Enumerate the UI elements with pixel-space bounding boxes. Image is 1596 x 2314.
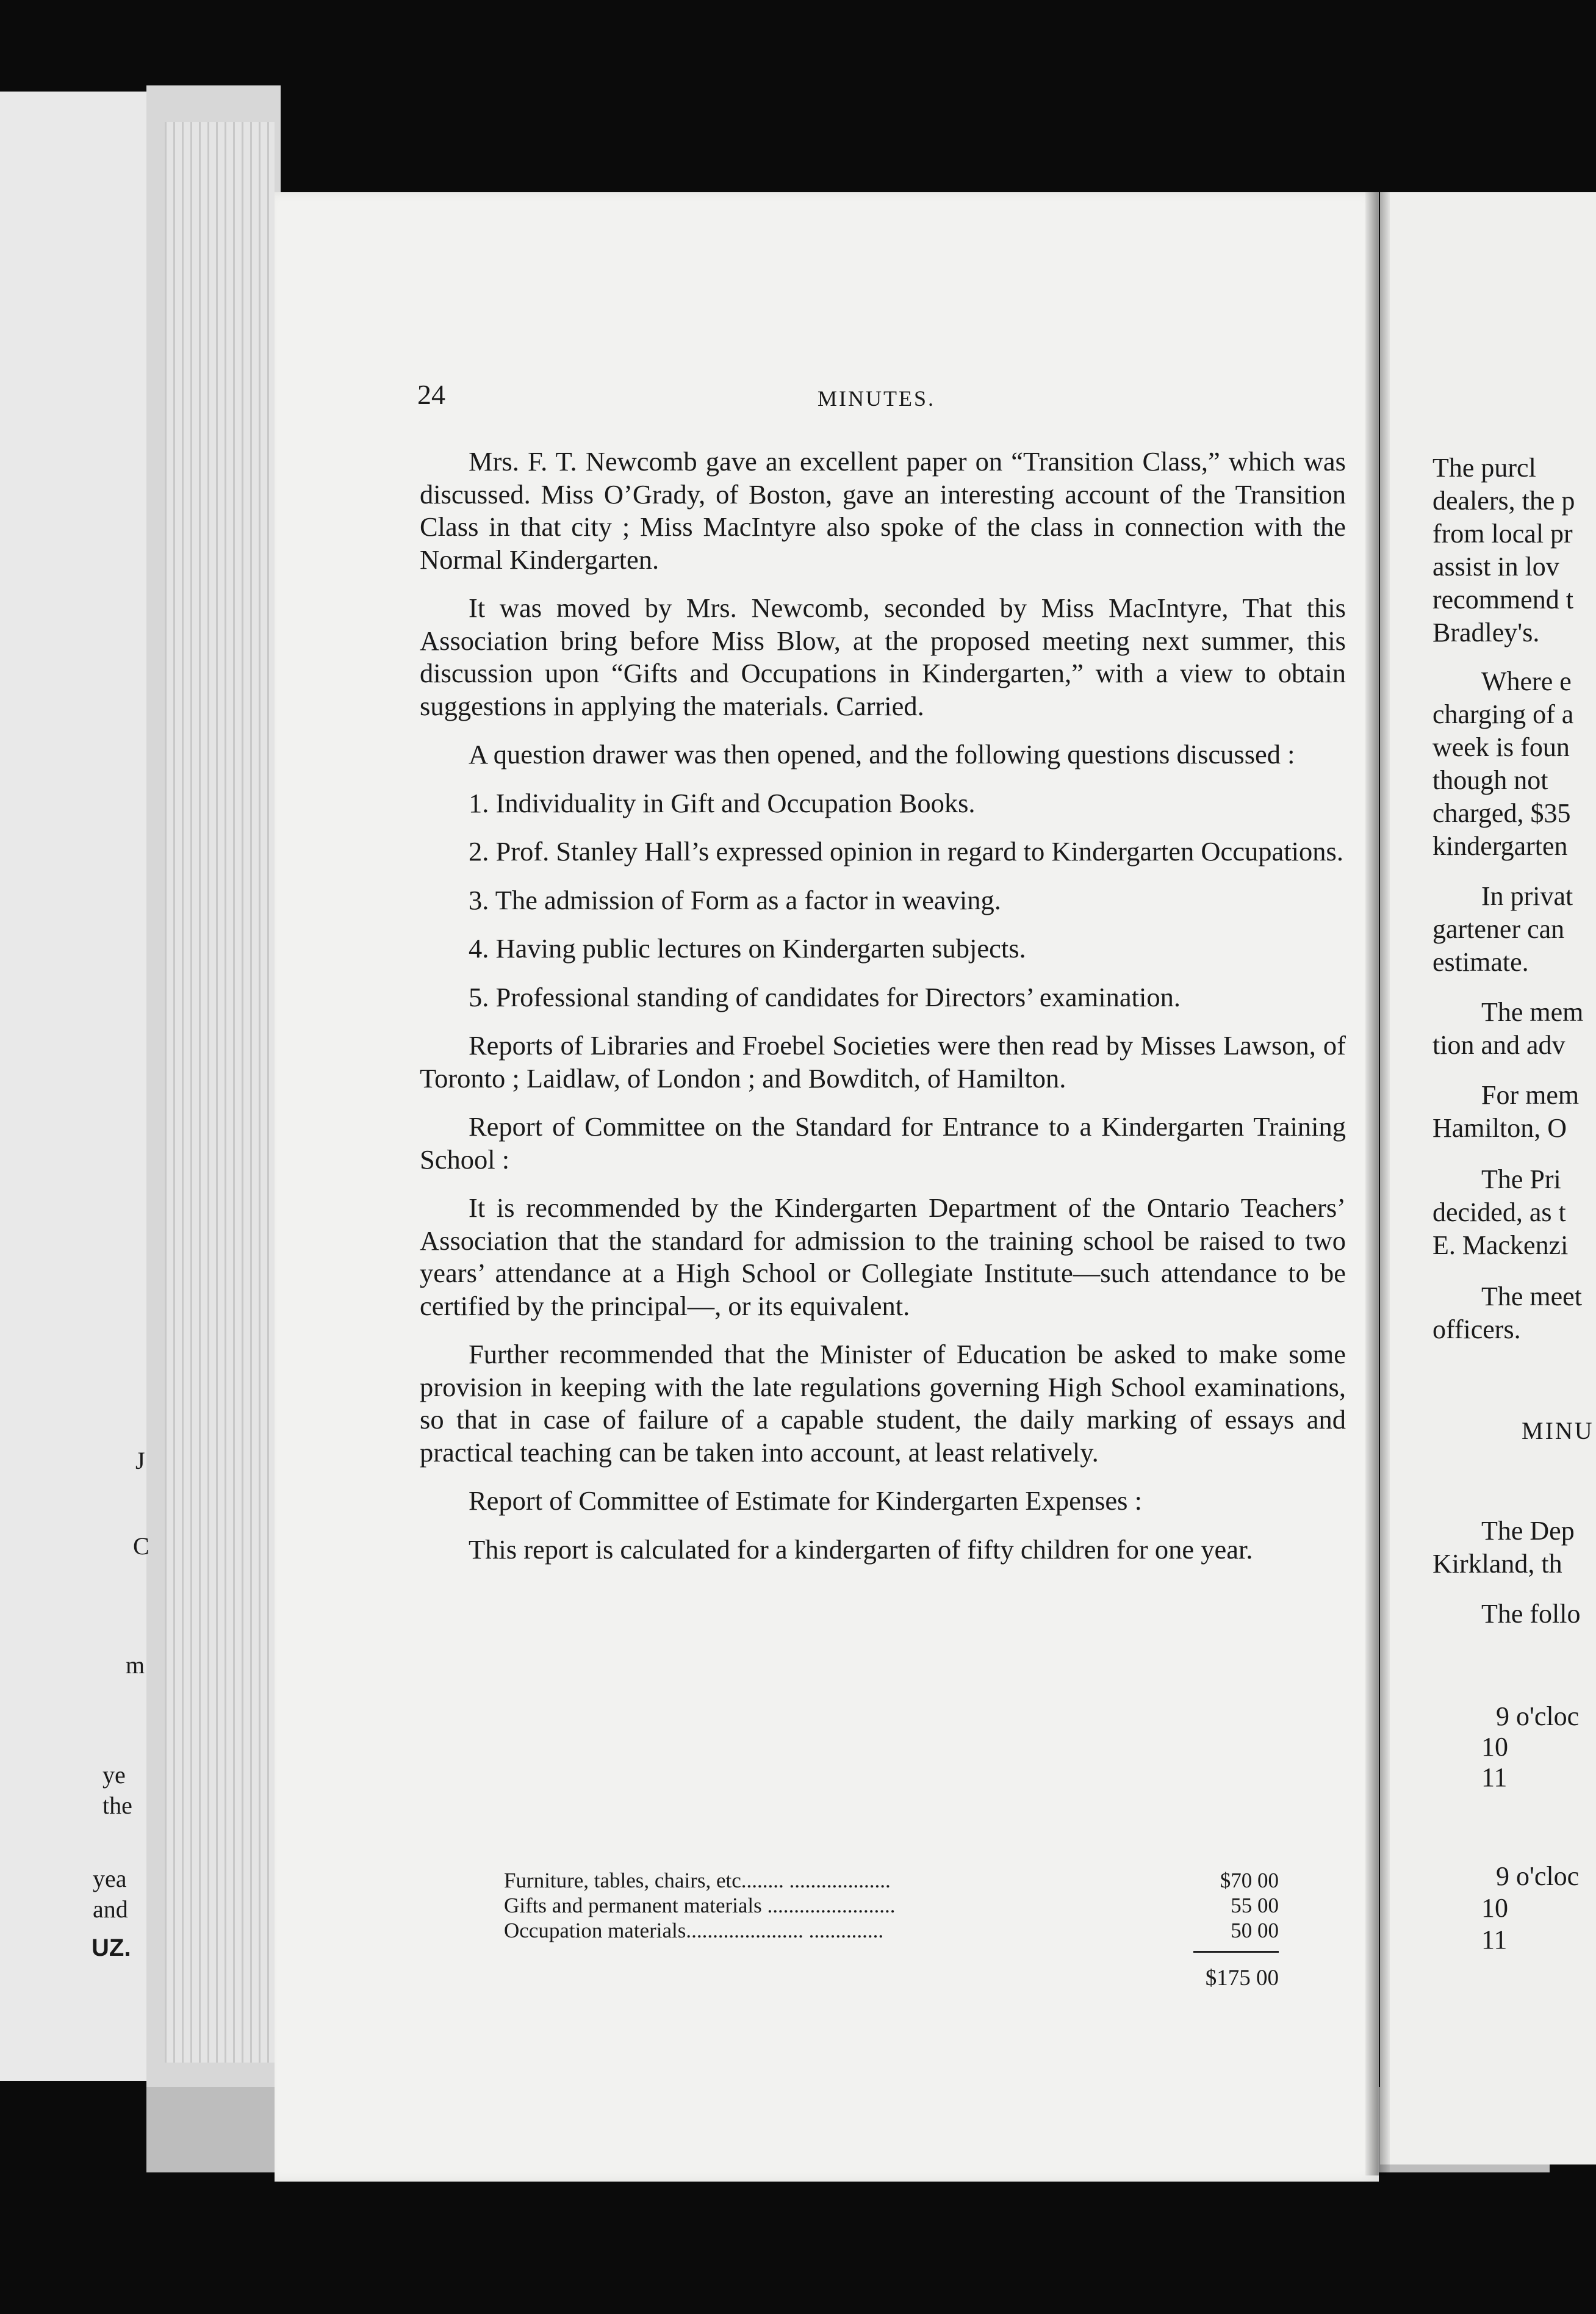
- paragraph: Report of Committee of Estimate for Kindergarten Expenses :: [469, 1485, 1142, 1516]
- left-fragment: m: [126, 1651, 145, 1679]
- left-fragment: the: [102, 1792, 132, 1819]
- page-body: [420, 445, 1346, 1582]
- paragraph: Reports of Libraries and Froebel Societies were then read by Misses Lawson, of Toronto ; Laidlaw, of London ; and Bowditch, of Hamilton.: [420, 1030, 1346, 1094]
- expense-amount: $70 00: [1220, 1869, 1279, 1892]
- paragraph: Mrs. F. T. Newcomb gave an excellent paper on “Transition Class,” which was discussed. Miss O’Grady, of Boston, gave an interesting account of the Transition Class in that city ; Miss MacIntyre also spoke of the class in connection with the Normal Kindergarten.: [420, 446, 1346, 575]
- right-page-line: assist in lov: [1432, 552, 1559, 582]
- right-page-line: For mem: [1481, 1080, 1580, 1110]
- right-page-line: gartener can: [1432, 914, 1565, 944]
- right-page-line: decided, as t: [1432, 1197, 1566, 1227]
- right-page-line: 9 o'cloc: [1496, 1701, 1580, 1731]
- right-page-line: The Dep: [1481, 1516, 1575, 1546]
- question-item: 4. Having public lectures on Kindergarten subjects.: [469, 933, 1026, 964]
- expense-row: [504, 1918, 1279, 1943]
- paragraph: Report of Committee on the Standard for Entrance to a Kindergarten Training School :: [420, 1111, 1346, 1175]
- question-item: 2. Prof. Stanley Hall’s expressed opinion in regard to Kindergarten Occupations.: [469, 836, 1343, 867]
- right-page-heading: MINU: [1522, 1417, 1594, 1444]
- right-page: [1380, 192, 1596, 2164]
- right-page-line: Kirkland, th: [1432, 1549, 1562, 1579]
- question-item: 3. The admission of Form as a factor in weaving.: [469, 884, 1001, 915]
- right-page-line: though not: [1432, 765, 1548, 795]
- right-page-line: charging of a: [1432, 699, 1574, 729]
- right-page-line: estimate.: [1432, 947, 1529, 977]
- right-page-line: charged, $35: [1432, 798, 1571, 828]
- left-fragment: J: [135, 1447, 145, 1474]
- right-page-line: The meet: [1481, 1281, 1582, 1311]
- right-page-line: 11: [1481, 1925, 1508, 1955]
- right-page-line: 9 o'cloc: [1496, 1861, 1580, 1891]
- left-fragment: UZ.: [92, 1934, 131, 1961]
- expense-table: [504, 1868, 1279, 1991]
- expense-row: [504, 1868, 1279, 1893]
- page-number: 24: [417, 379, 445, 410]
- left-fragment: yea: [93, 1865, 127, 1892]
- right-page-line: dealers, the p: [1432, 486, 1575, 516]
- expense-row: [504, 1893, 1279, 1918]
- right-page-line: E. Mackenzi: [1432, 1230, 1569, 1260]
- right-page-line: The mem: [1481, 997, 1584, 1027]
- right-page-line: The purcl: [1432, 453, 1536, 483]
- paragraph: Further recommended that the Minister of Education be asked to make some provision in keeping with the late regulations governing High School examinations, so that in case of failure of a capable student, the daily marking of essays and practical teaching can be taken into account, at least relatively.: [420, 1339, 1346, 1468]
- right-page-line: kindergarten: [1432, 831, 1568, 861]
- paragraph: It was moved by Mrs. Newcomb, seconded by Miss MacIntyre, That this Association bring before Miss Blow, at the proposed meeting next summer, this discussion upon “Gifts and Occupations in Kindergarten,” with a view to obtain suggestions in applying the materials. Carried.: [420, 593, 1346, 721]
- left-page-sliver: [0, 92, 149, 2081]
- gutter-shadow: [1365, 192, 1390, 2175]
- expense-amount: 50 00: [1231, 1919, 1279, 1942]
- left-fragment: C: [133, 1532, 149, 1560]
- right-page-line: The follo: [1481, 1599, 1581, 1629]
- paragraph: It is recommended by the Kindergarten Department of the Ontario Teachers’ Association that the standard for admission to the training school be raised to two years’ attendance at a High School or Collegiate Institute—such attendance to be certified by the principal—, or its equivalent.: [420, 1192, 1346, 1321]
- paragraph: This report is calculated for a kindergarten of fifty children for one year.: [469, 1534, 1253, 1565]
- expense-total: $175 00: [1205, 1966, 1279, 1991]
- right-page-line: tion and adv: [1432, 1030, 1565, 1060]
- right-page-line: 10: [1481, 1893, 1508, 1923]
- right-page-line: In privat: [1481, 881, 1573, 911]
- right-page-line: Where e: [1481, 666, 1572, 696]
- expense-label: Gifts and permanent materials ........................: [504, 1894, 896, 1917]
- expense-label: Occupation materials...................... ..............: [504, 1919, 884, 1942]
- page-title: MINUTES.: [818, 386, 935, 411]
- question-item: 5. Professional standing of candidates for Directors’ examination.: [469, 981, 1181, 1012]
- total-rule: [1193, 1951, 1279, 1953]
- question-item: 1. Individuality in Gift and Occupation Books.: [469, 787, 976, 818]
- expense-amount: 55 00: [1231, 1894, 1279, 1917]
- right-page-line: Bradley's.: [1432, 618, 1540, 647]
- right-page-line: week is foun: [1432, 732, 1570, 762]
- page-edge-lines: [165, 122, 275, 2063]
- paragraph: A question drawer was then opened, and the following questions discussed :: [469, 739, 1295, 770]
- left-fragment: and: [93, 1895, 128, 1923]
- left-fragment: ye: [102, 1761, 126, 1789]
- expense-label: Furniture, tables, chairs, etc........ ...................: [504, 1869, 891, 1892]
- right-page-line: The Pri: [1481, 1164, 1561, 1194]
- right-page-line: Hamilton, O: [1432, 1113, 1567, 1143]
- right-page-line: officers.: [1432, 1314, 1521, 1344]
- right-page-line: from local pr: [1432, 519, 1573, 549]
- right-page-line: 11: [1481, 1762, 1508, 1792]
- right-page-line: recommend t: [1432, 585, 1573, 615]
- right-page-line: 10: [1481, 1732, 1508, 1762]
